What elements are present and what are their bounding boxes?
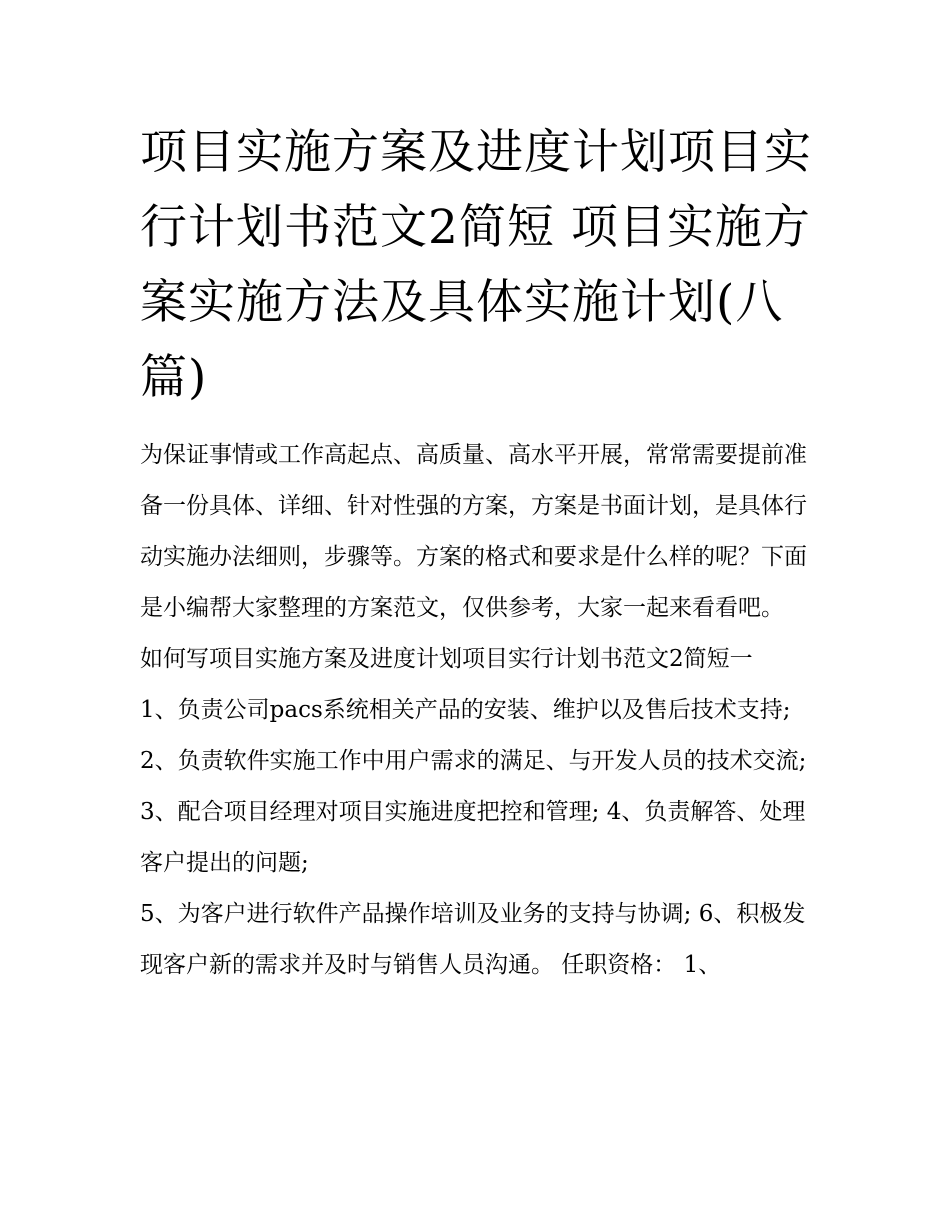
list-item: 1、负责公司pacs系统相关产品的安装、维护以及售后技术支持;	[140, 697, 791, 723]
list-item: 2、负责软件实施工作中用户需求的满足、与开发人员的技术交流; 3、配合项目经理对项目实施进度把控和管理; 4、负责解答、处理客户提出的问题;	[140, 748, 807, 876]
document-body	[140, 430, 812, 991]
list-item: 5、为客户进行软件产品操作培训及业务的支持与协调; 6、积极发现客户新的需求并及时与销售人员沟通。 任职资格： 1、	[140, 901, 806, 978]
section-heading: 如何写项目实施方案及进度计划项目实行计划书范文2简短一	[140, 646, 753, 672]
document-title: 项目实施方案及进度计划项目实行计划书范文2简短 项目实施方案实施方法及具体实施计划(八篇)	[140, 125, 812, 405]
intro-paragraph: 为保证事情或工作高起点、高质量、高水平开展，常常需要提前准备一份具体、详细、针对性强的方案，方案是书面计划，是具体行动实施办法细则，步骤等。方案的格式和要求是什么样的呢？下面是小编帮大家整理的方案范文，仅供参考，大家一起来看看吧。	[140, 442, 807, 621]
